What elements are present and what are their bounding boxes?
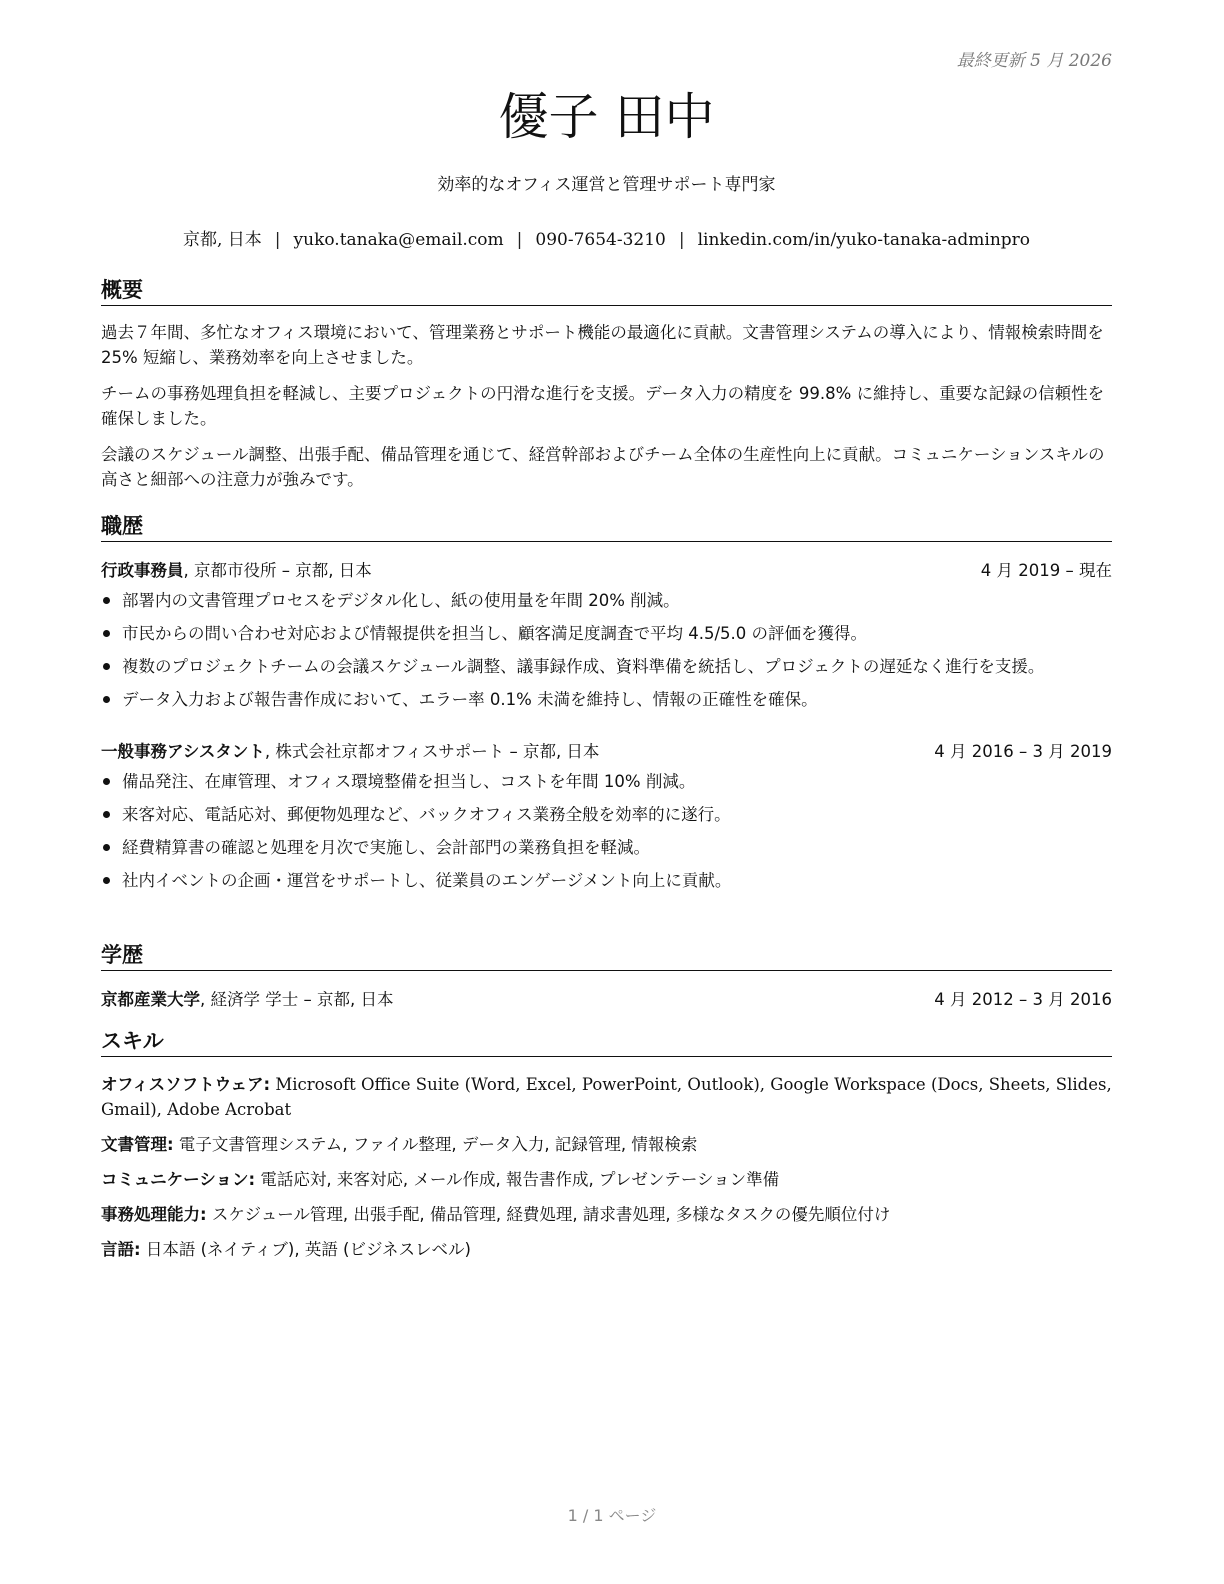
contact-phone: 090-7654-3210 <box>535 230 666 250</box>
bullet-text: 部署内の文書管理プロセスをデジタル化し、紙の使用量を年間 20% 削減。 <box>122 591 680 610</box>
skill-value: 日本語 (ネイティブ), 英語 (ビジネスレベル) <box>140 1240 471 1259</box>
bullet-icon <box>103 696 110 703</box>
skill-value: 電子文書管理システム, ファイル整理, データ入力, 記録管理, 情報検索 <box>173 1135 698 1154</box>
list-item <box>101 621 1112 646</box>
summary-paragraph: チームの事務処理負担を軽減し、主要プロジェクトの円滑な進行を支援。データ入力の精度を 99.8% に維持し、重要な記録の信頼性を確保しました。 <box>101 384 1105 428</box>
skill-line <box>101 1202 1112 1227</box>
list-item <box>101 588 1112 613</box>
bullet-text: 来客対応、電話応対、郵便物処理など、バックオフィス業務全般を効率的に遂行。 <box>122 805 731 824</box>
skills-section <box>101 1028 1112 1262</box>
school-name: 京都産業大学 <box>101 990 200 1009</box>
bullet-icon <box>103 663 110 670</box>
tagline: 効率的なオフィス運営と管理サポート専門家 <box>437 175 776 195</box>
skill-label: 文書管理: <box>101 1135 174 1154</box>
contact-email[interactable]: yuko.tanaka@email.com <box>293 230 504 250</box>
job-bullets <box>101 588 1112 712</box>
list-item <box>101 687 1112 712</box>
contact-separator: | <box>516 230 523 250</box>
bullet-text: 経費精算書の確認と処理を月次で実施し、会計部門の業務負担を軽減。 <box>122 838 650 857</box>
bullet-text: 市民からの問い合わせ対応および情報提供を担当し、顧客満足度調査で平均 4.5/5.0 の評価を獲得。 <box>122 624 868 643</box>
summary-paragraph: 会議のスケジュール調整、出張手配、備品管理を通じて、経営幹部およびチーム全体の生産性向上に貢献。コミュニケーションスキルの高さと細部への注意力が強みです。 <box>101 445 1105 489</box>
bullet-icon <box>103 877 110 884</box>
contact-linkedin[interactable]: linkedin.com/in/yuko-tanaka-adminpro <box>697 230 1031 250</box>
last-updated: 最終更新 5 月 2026 <box>956 51 1112 71</box>
job-role: 一般事務アシスタント <box>101 742 265 761</box>
summary-section <box>101 277 1112 492</box>
degree: , 経済学 学士 – 京都, 日本 <box>200 990 394 1009</box>
bullet-icon <box>103 630 110 637</box>
section-title-education: 学歴 <box>101 942 1112 971</box>
contact-separator: | <box>274 230 281 250</box>
bullet-icon <box>103 778 110 785</box>
summary-paragraph: 過去７年間、多忙なオフィス環境において、管理業務とサポート機能の最適化に貢献。文書管理システムの導入により、情報検索時間を 25% 短縮し、業務効率を向上させました。 <box>101 323 1104 367</box>
section-title-experience: 職歴 <box>101 513 1112 542</box>
candidate-name: 優子 田中 <box>498 88 715 146</box>
bullet-text: 社内イベントの企画・運営をサポートし、従業員のエンゲージメント向上に貢献。 <box>122 871 732 890</box>
job-entry <box>101 558 1112 712</box>
experience-section <box>101 513 1112 893</box>
skill-label: 言語: <box>101 1240 141 1259</box>
job-org: , 京都市役所 – 京都, 日本 <box>183 561 372 580</box>
resume-page <box>101 0 1112 1584</box>
list-item <box>101 802 1112 827</box>
skill-value: Microsoft Office Suite (Word, Excel, PowerPoint, Outlook), Google Workspace (Docs, Sheets, Slides, Gmail), Adobe Acrobat <box>101 1075 1112 1119</box>
education-entry <box>101 987 1112 1012</box>
list-item <box>101 835 1112 860</box>
skill-value: スケジュール管理, 出張手配, 備品管理, 経費処理, 請求書処理, 多様なタスクの優先順位付け <box>206 1205 891 1224</box>
skill-line <box>101 1132 1112 1157</box>
section-title-summary: 概要 <box>101 277 1112 306</box>
list-item <box>101 769 1112 794</box>
contact-line <box>101 225 1112 250</box>
job-header <box>101 558 1112 583</box>
bullet-icon <box>103 844 110 851</box>
job-dates: 4 月 2019 – 現在 <box>980 561 1112 580</box>
bullet-icon <box>103 811 110 818</box>
education-dates: 4 月 2012 – 3 月 2016 <box>934 990 1112 1009</box>
contact-separator: | <box>678 230 685 250</box>
job-bullets <box>101 769 1112 893</box>
job-entry <box>101 739 1112 893</box>
contact-location: 京都, 日本 <box>182 230 262 250</box>
skill-value: 電話応対, 来客対応, メール作成, 報告書作成, プレゼンテーション準備 <box>255 1170 780 1189</box>
skill-label: コミュニケーション: <box>101 1170 256 1189</box>
skill-line <box>101 1237 1112 1262</box>
skill-line <box>101 1072 1112 1122</box>
bullet-text: 備品発注、在庫管理、オフィス環境整備を担当し、コストを年間 10% 削減。 <box>122 772 696 791</box>
list-item <box>101 868 1112 893</box>
bullet-text: 複数のプロジェクトチームの会議スケジュール調整、議事録作成、資料準備を統括し、プロジェクトの遅延なく進行を支援。 <box>122 657 1045 676</box>
education-section <box>101 942 1112 1012</box>
job-org: , 株式会社京都オフィスサポート – 京都, 日本 <box>264 742 600 761</box>
bullet-icon <box>103 597 110 604</box>
list-item <box>101 654 1112 679</box>
section-title-skills: スキル <box>101 1028 1112 1057</box>
page-number: 1 / 1 ページ <box>567 1506 657 1525</box>
job-header <box>101 739 1112 764</box>
job-role: 行政事務員 <box>101 561 184 580</box>
skill-line <box>101 1167 1112 1192</box>
skill-label: 事務処理能力: <box>101 1205 207 1224</box>
skill-label: オフィスソフトウェア: <box>101 1075 271 1094</box>
bullet-text: データ入力および報告書作成において、エラー率 0.1% 未満を維持し、情報の正確性を確保。 <box>122 690 818 709</box>
job-dates: 4 月 2016 – 3 月 2019 <box>934 742 1112 761</box>
